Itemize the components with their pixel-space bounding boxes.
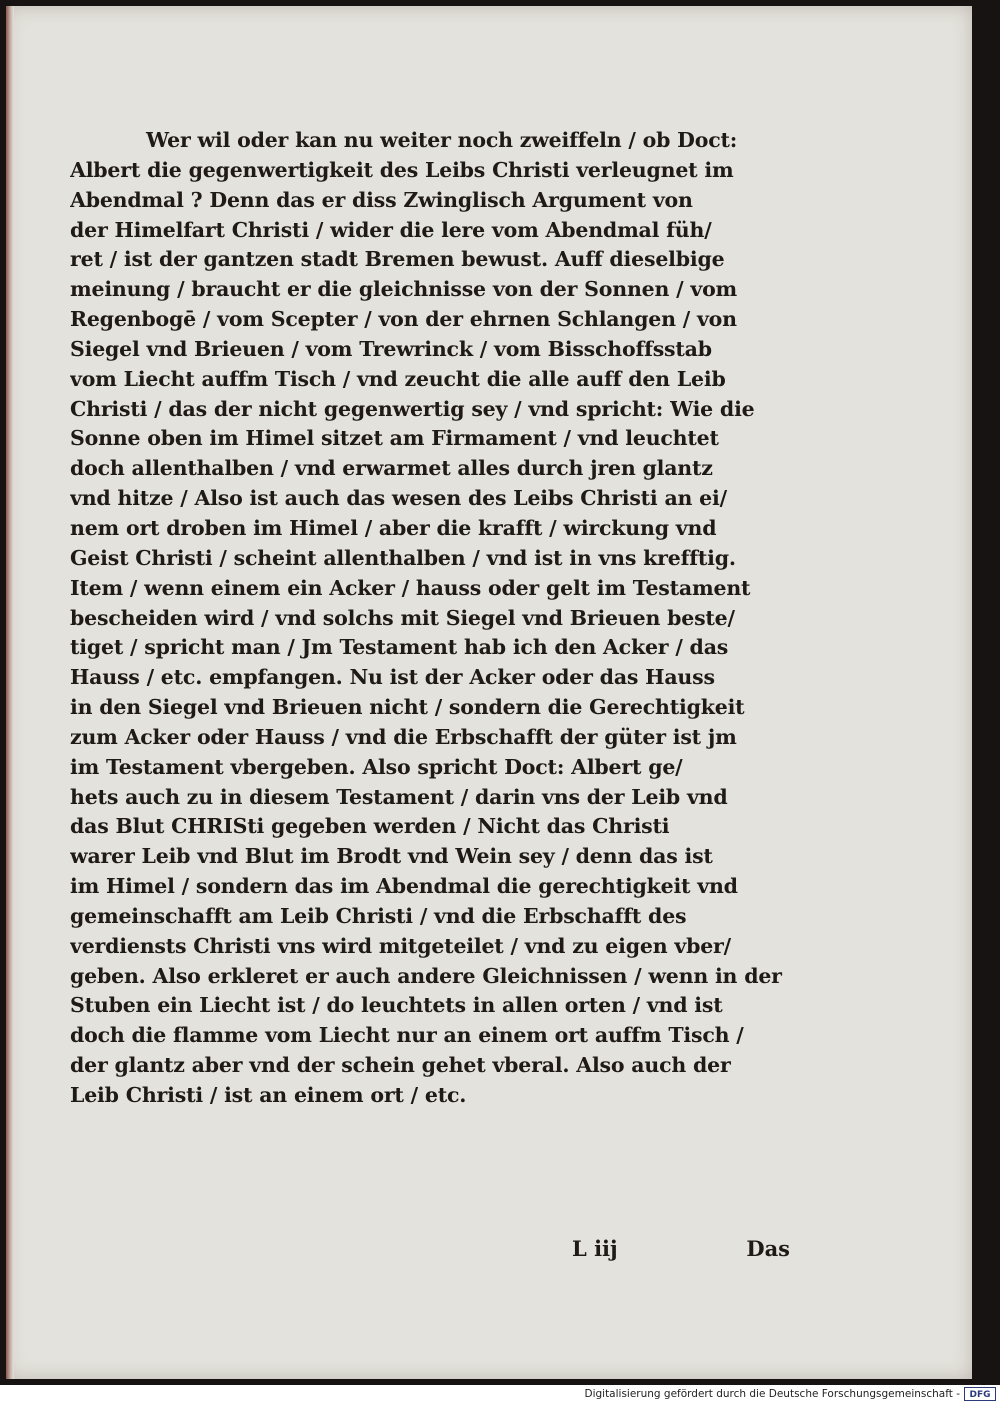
text-line: bescheiden wird / vnd solchs mit Siegel vnd Brieuen beste/ — [70, 605, 735, 630]
text-line: hets auch zu in diesem Testament / darin vns der Leib vnd — [70, 784, 728, 809]
signature-mark: L iij — [572, 1236, 618, 1261]
catchword: Das — [746, 1236, 790, 1261]
book-page — [6, 6, 972, 1379]
text-line: geben. Also erkleret er auch andere Gleichnissen / wenn in der — [70, 963, 782, 988]
text-line: Wer wil oder kan nu weiter noch zweiffeln / ob Doct: — [146, 128, 738, 152]
text-line: Item / wenn einem ein Acker / hauss oder gelt im Testament — [70, 575, 751, 600]
page-footer — [70, 1236, 800, 1266]
text-line: verdiensts Christi vns wird mitgeteilet / vnd zu eigen vber/ — [70, 933, 731, 958]
text-line: Siegel vnd Brieuen / vom Trewrinck / vom Bisschoffsstab — [70, 336, 712, 361]
text-line: tiget / spricht man / Jm Testament hab ich den Acker / das — [70, 635, 729, 660]
text-line: Leib Christi / ist an einem ort / etc. — [70, 1083, 467, 1107]
text-line: doch die flamme vom Liecht nur an einem ort auffm Tisch / — [70, 1023, 744, 1048]
text-line: warer Leib vnd Blut im Brodt vnd Wein sey / denn das ist — [70, 844, 713, 869]
text-line: nem ort droben im Himel / aber die krafft / wirckung vnd — [70, 515, 717, 540]
text-line: doch allenthalben / vnd erwarmet alles durch jren glantz — [70, 456, 713, 481]
text-line: das Blut CHRISti gegeben werden / Nicht das Christi — [70, 814, 670, 839]
text-line: zum Acker oder Hauss / vnd die Erbschafft der güter ist jm — [70, 724, 737, 749]
page-edge — [6, 6, 14, 1379]
text-line: ret / ist der gantzen stadt Bremen bewust. Auff dieselbige — [70, 247, 725, 272]
text-line: im Testament vbergeben. Also spricht Doct: Albert ge/ — [70, 754, 683, 779]
text-line: der glantz aber vnd der schein gehet vberal. Also auch der — [70, 1053, 731, 1078]
text-line: meinung / braucht er die gleichnisse von der Sonnen / vom — [70, 277, 738, 302]
text-line: im Himel / sondern das im Abendmal die gerechtigkeit vnd — [70, 874, 738, 899]
text-line: Albert die gegenwertigkeit des Leibs Christi verleugnet im — [70, 157, 734, 182]
text-line: Christi / das der nicht gegenwertig sey / vnd spricht: Wie die — [70, 396, 755, 421]
text-line: gemeinschafft am Leib Christi / vnd die Erbschafft des — [70, 903, 687, 928]
text-line: vom Liecht auffm Tisch / vnd zeucht die alle auff den Leib — [70, 366, 726, 391]
text-line: Regenbogē / vom Scepter / von der ehrnen Schlangen / von — [70, 307, 737, 332]
text-line: Geist Christi / scheint allenthalben / vnd ist in vns krefftig. — [70, 545, 736, 570]
text-line: Abendmal ? Denn das er diss Zwinglisch Argument von — [70, 187, 693, 212]
text-line: in den Siegel vnd Brieuen nicht / sondern die Gerechtigkeit — [70, 695, 745, 720]
body-text — [70, 126, 800, 1261]
text-line: der Himelfart Christi / wider die lere vom Abendmal füh/ — [70, 217, 712, 242]
dfg-logo-icon: DFG — [964, 1387, 996, 1401]
text-line: vnd hitze / Also ist auch das wesen des Leibs Christi an ei/ — [70, 486, 727, 511]
text-line: Hauss / etc. empfangen. Nu ist der Acker oder das Hauss — [70, 665, 715, 690]
text-line: Sonne oben im Himel sitzet am Firmament / vnd leuchtet — [70, 426, 719, 451]
text-line: Stuben ein Liecht ist / do leuchtets in allen orten / vnd ist — [70, 993, 723, 1018]
digitization-credit: Digitalisierung gefördert durch die Deutsche Forschungsgemeinschaft - — [584, 1388, 960, 1400]
